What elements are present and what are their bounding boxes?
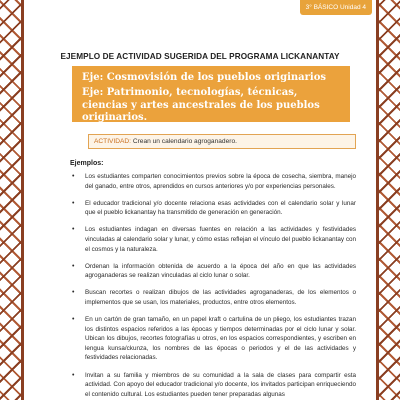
unit-tab: 3° BÁSICO Unidad 4 bbox=[300, 0, 372, 15]
list-item-text: En un cartón de gran tamaño, en un papel kraft o cartulina de un pliego, los estudiantes trazan los distintos espacios referidos a las épocas y tiempos determinadas por el ciclo lunar y solar. Ubican los dibujos, recortes fotografías u otros, en los espacios correspondientes, y escriben en lengua kunsa/ckunza, los nombres de las épocas o periodos y el de las actividades y festividades relacionadas. bbox=[85, 316, 356, 362]
bullet-icon: • bbox=[72, 262, 75, 270]
list-item bbox=[70, 262, 356, 281]
examples-heading: Ejemplos: bbox=[70, 160, 104, 167]
list-item-text: Buscan recortes o realizan dibujos de las actividades agroganaderas, de los elementos o implementos que se usan, los materiales, productos, entre otros elementos. bbox=[85, 289, 356, 306]
list-item-text: Los estudiantes comparten conocimientos previos sobre la época de cosecha, siembra, manejo del ganado, entre otros, aprendidos en cursos anteriores y/o por experiencias personales. bbox=[85, 173, 356, 190]
eje-banner bbox=[72, 66, 350, 122]
eje-title-2: Eje: Patrimonio, tecnologías, técnicas, ciencias y artes ancestrales de los pueblos originarios. bbox=[82, 87, 320, 123]
list-item bbox=[70, 172, 356, 191]
decorative-border-right bbox=[376, 0, 400, 400]
program-title: EJEMPLO DE ACTIVIDAD SUGERIDA DEL PROGRAMA LICKANANTAY bbox=[60, 52, 340, 61]
bullet-icon: • bbox=[72, 371, 75, 379]
list-item bbox=[70, 288, 356, 307]
list-item-text: Ordenan la información obtenida de acuerdo a la época del año en que las actividades agroganaderas se realizan vinculadas al ciclo lunar o solar. bbox=[85, 262, 356, 280]
list-item bbox=[70, 371, 356, 400]
list-item bbox=[70, 199, 356, 218]
activity-label: ACTIVIDAD: bbox=[94, 138, 132, 145]
eje-title-1: Eje: Cosmovisión de los pueblos originarios bbox=[82, 72, 327, 83]
bullet-icon: • bbox=[72, 226, 75, 234]
examples-list bbox=[70, 172, 356, 400]
list-item-text: El educador tradicional y/o docente relaciona esas actividades con el calendario solar y lunar que el pueblo lickanantay ha transmitido de generación en generación. bbox=[85, 199, 356, 217]
bullet-icon: • bbox=[72, 173, 75, 180]
activity-box bbox=[88, 134, 356, 149]
list-item bbox=[70, 315, 356, 363]
decorative-border-left bbox=[0, 0, 24, 400]
bullet-icon: • bbox=[72, 289, 75, 297]
list-item-text: Los estudiantes indagan en diversas fuentes en relación a las actividades y festividades vinculadas al calendario solar y lunar, y cómo estas reflejan el vínculo del pueblo lickanantay con el cosmos y la naturaleza. bbox=[85, 226, 356, 253]
list-item-text: Invitan a su familia y miembros de su comunidad a la sala de clases para compartir esta actividad. Con apoyo del educador tradicional y/o docente, los invitados participan enriqueciendo el contenido cultural. Los estudiantes pueden tener preparadas algunas bbox=[85, 371, 356, 398]
activity-text: Crean un calendario agroganadero. bbox=[131, 138, 237, 145]
bullet-icon: • bbox=[72, 316, 75, 324]
list-item bbox=[70, 225, 356, 254]
bullet-icon: • bbox=[72, 199, 75, 207]
